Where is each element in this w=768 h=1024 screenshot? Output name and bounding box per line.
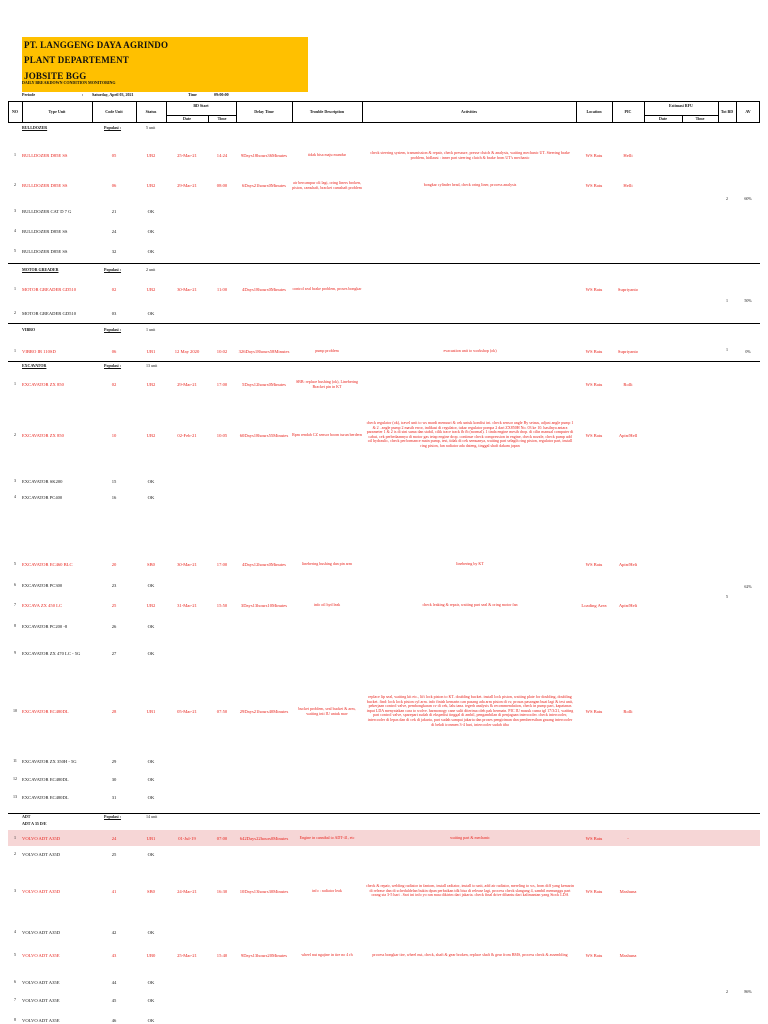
row-no: 3	[14, 208, 16, 213]
row-code-unit: 03	[111, 311, 117, 316]
group-excavator-pop: 13 unit	[146, 363, 158, 368]
row-location: WS Batu	[585, 153, 603, 158]
row-pic: Helli	[623, 183, 633, 188]
row-bd-date: 12 May 2020	[174, 349, 200, 354]
row-no: 8	[14, 1017, 16, 1022]
row-code-unit: 32	[111, 249, 117, 254]
group-adt-pop: 14 unit	[146, 814, 158, 819]
group-grader-av: 50%	[744, 298, 752, 303]
row-pic: Apin/Heli	[618, 562, 638, 567]
row-trouble: SBB: replace bushing (ok), Linebering Bracket pin in KT	[295, 379, 359, 389]
group-grader-pop: 2 unit	[146, 267, 156, 272]
row-location: WS Batu	[585, 836, 603, 841]
row-status: UB1	[146, 709, 156, 714]
row-bd-date: 29-Mar-21	[177, 382, 197, 387]
time-value: 09:00:00	[214, 92, 229, 97]
row-location: WS Batu	[585, 889, 603, 894]
row-type-unit: EXCAVATOR EC460 BLC	[22, 562, 73, 567]
row-location: WS Batu	[585, 183, 603, 188]
group-bulldozer-pop: 5 unit	[146, 125, 156, 130]
row-bd-date: 24-Mar-21	[177, 889, 197, 894]
row-type-unit: VOLVO ADT A35E	[22, 998, 60, 1003]
row-type-unit: EXCAVATOR SK200	[22, 479, 63, 484]
row-status: UB2	[146, 603, 156, 608]
row-no: 1	[14, 381, 16, 386]
row-code-unit: 28	[111, 709, 117, 714]
jobsite-name: JOBSITE BGG	[24, 71, 87, 81]
row-pic: Mashuna	[619, 953, 637, 958]
row-bd-date: 01-Jul-19	[178, 836, 196, 841]
row-no: 8	[14, 623, 16, 628]
row-status: UB2	[146, 287, 156, 292]
row-bd-date: 31-Mar-21	[177, 603, 197, 608]
row-code-unit: 45	[111, 998, 117, 1003]
col-tot-bd: Tot BD	[720, 109, 734, 114]
row-bd-time: 17:00	[216, 382, 228, 387]
row-delay-time: 60Days18hours55Minutes	[239, 433, 289, 438]
row-no: 9	[14, 650, 16, 655]
row-location: WS Batu	[585, 287, 603, 292]
row-trouble: tidak bisa maju mundur	[308, 152, 346, 157]
row-type-unit: VOLVO ADT A35D	[22, 889, 61, 894]
row-location: WS Batu	[585, 709, 603, 714]
group-excavator-totbd: 5	[726, 594, 728, 599]
row-bd-date: 29-Mar-21	[177, 183, 197, 188]
row-no: 2	[14, 851, 16, 856]
col-trouble: Trouble Description	[309, 109, 345, 114]
row-no: 11	[13, 758, 17, 763]
row-status: SB0	[147, 889, 155, 894]
group-adt-av: 86%	[744, 989, 752, 994]
row-type-unit: BULLDOZER D85E SS	[22, 249, 68, 254]
row-location: WS Batu	[585, 382, 603, 387]
row-location: WS Batu	[585, 953, 603, 958]
row-code-unit: 42	[111, 930, 117, 935]
row-code-unit: 43	[111, 953, 117, 958]
row-activities: bongkar cylinder head, check oring liner, process analysis	[423, 182, 517, 187]
row-status: OK	[147, 479, 155, 484]
row-code-unit: 24	[111, 836, 117, 841]
row-activities: check steering system, transmission & repair, check pressure, presse clutch & analysis, waiting mechanic UT. Steering brake problem, hidlaust : inner part steering clutch & brake from UT's mechanic	[370, 150, 570, 160]
row-bd-time: 15:50	[216, 603, 228, 608]
col-bd-start: BD Start	[193, 103, 209, 108]
row-pic: Rolli	[623, 382, 633, 387]
row-activities: check leaking & repair, waiting part seal & oring motor fan	[422, 602, 518, 607]
row-no: 1	[14, 835, 16, 840]
group-adt-name: ADT	[22, 814, 31, 819]
row-location: WS Batu	[585, 562, 603, 567]
row-code-unit: 05	[111, 153, 117, 158]
row-code-unit: 44	[111, 980, 117, 985]
row-status: OK	[147, 311, 155, 316]
group-grader-name: MOTOR GREADER	[22, 267, 59, 272]
row-bd-time: 16:30	[216, 889, 228, 894]
page-break	[0, 510, 768, 552]
row-delay-time: 9Days13hours20Minutes	[240, 953, 288, 958]
row-no: 1	[14, 152, 16, 157]
row-code-unit: 21	[111, 209, 117, 214]
row-no: 2	[14, 182, 16, 187]
row-bd-time: 07:50	[216, 709, 228, 714]
row-status: UB2	[146, 433, 156, 438]
row-no: 4	[14, 929, 16, 934]
group-excavator-pop-label: Populasi :	[104, 363, 122, 368]
row-type-unit: VOLVO ADT A35E	[22, 980, 60, 985]
col-status: Status	[145, 109, 157, 114]
row-bd-time: 10:02	[216, 349, 228, 354]
row-pic: Apin/Heli	[618, 603, 638, 608]
row-bd-time: 07:00	[216, 836, 228, 841]
group-bulldozer-pop-label: Populasi :	[104, 125, 122, 130]
row-code-unit: 16	[111, 495, 117, 500]
row-delay-time: 326Days18hours58Minutes	[238, 349, 290, 354]
col-delay-time: Delay Time	[254, 109, 274, 114]
department-name: PLANT DEPARTEMENT	[24, 55, 130, 65]
group-vibro-pop-label: Populasi :	[104, 327, 122, 332]
col-code-unit: Code Unit	[105, 109, 123, 114]
row-code-unit: 15	[111, 479, 117, 484]
row-code-unit: 29	[111, 759, 117, 764]
row-trouble: bucket problem, seal bucket & arm, waiting inti IU untuk mav	[298, 706, 356, 716]
row-bd-time: 08:00	[216, 183, 228, 188]
row-delay-time: 9Days18hours36Minutes	[240, 153, 288, 158]
row-status: OK	[147, 930, 155, 935]
row-type-unit: EXCAVATOR EC480DL	[22, 777, 69, 782]
row-code-unit: 06	[111, 183, 117, 188]
row-bd-date: 05-Mar-21	[177, 709, 197, 714]
row-code-unit: 23	[111, 583, 117, 588]
row-no: 4	[14, 494, 16, 499]
group-excavator-name: EXCAVATOR	[22, 363, 47, 368]
row-no: 12	[13, 776, 17, 781]
periode-sep: :	[82, 92, 84, 97]
row-trouble: wheel nut ngajine in tire no 4 rh	[301, 952, 353, 957]
row-delay-time: 10Days13hours30Minutes	[239, 889, 289, 894]
row-code-unit: 30	[111, 777, 117, 782]
col-estimasi: Estimasi RFU	[669, 103, 693, 108]
row-type-unit: VOLVO ADT A35E	[22, 1018, 60, 1023]
row-delay-time: 29Days21hours40Minutes	[239, 709, 289, 714]
group-bulldozer-name: BULLDOZER	[22, 125, 48, 130]
col-activities: Activities	[461, 109, 477, 114]
row-no: 3	[14, 478, 16, 483]
col-bd-time: Time	[217, 116, 227, 121]
row-status: UB1	[146, 349, 156, 354]
row-code-unit: 27	[111, 651, 117, 656]
row-trouble: control seal brake problem, proses bongkar	[292, 286, 362, 291]
row-code-unit: 26	[111, 624, 117, 629]
row-type-unit: EXCAVATOR ZX 470 LC - 5G	[22, 651, 81, 656]
report-title: DAILY BREAKDOWN CONDITION MONITORING	[22, 80, 116, 85]
row-bd-date: 30-Mar-21	[177, 562, 197, 567]
col-type-unit: Type Unit	[48, 109, 66, 114]
row-code-unit: 41	[111, 889, 117, 894]
col-bd-date: Date	[183, 116, 191, 121]
row-trouble: pump problem	[315, 348, 339, 353]
row-pic: Mashuna	[619, 889, 637, 894]
row-status: OK	[147, 795, 155, 800]
col-location: Location	[586, 109, 602, 114]
row-code-unit: 20	[111, 562, 117, 567]
row-location: Loading Area	[581, 603, 607, 608]
row-pic: -	[627, 836, 629, 841]
group-adt-subname: ADT A 35 D/E	[22, 821, 47, 826]
row-status: UB2	[146, 183, 156, 188]
row-bd-time: 15:40	[216, 953, 228, 958]
row-trouble: air bercampur oli lagi, oring liners broken, piston, camshaft, bracket camshaft problem	[292, 180, 362, 190]
row-code-unit: 31	[111, 795, 117, 800]
row-code-unit: 02	[111, 287, 117, 292]
row-type-unit: EXCAVATOR PC300	[22, 583, 63, 588]
row-status: OK	[147, 583, 155, 588]
row-type-unit: EXCAVA ZX 450 LC	[22, 603, 63, 608]
row-code-unit: 25	[111, 852, 117, 857]
col-av: AV	[745, 109, 751, 114]
group-vibro-totbd: 1	[726, 347, 728, 352]
row-activities: replace lip seal, waiting kit etc., lift lock piston to KT. doubling bucket. install lock piston, waiting plate for doubling, doubling bucket. find: lock lock piston cyl arm. info finish kemarin can pasang ada arm piston di cv, prosas pasangan buat lagi & test unit, pekerjaan control valve, pembongkaran cv di cek, lalu iana. tegerh analysis & recommendation, check in pump part, kapatanas input LDA menyatakan cara to wolve. harmonogy cane sulit diterima oleh pak hermain. PIC IU masuk cuma tgl 17/3/21, waiting part control valve, sparepart sudah di ekspedisi tinggal di ambil, pengambilan di penjagaan intercooler. check intercooler, intercooler di lepas dan di cek di jakarta, part sudah sampai jakarta dan proses pengiriman dan pemberesihan gasang intercooler di bekdi ironmen 3-4 hari, intercooler sudah tiba	[366, 694, 574, 727]
row-no: 1	[14, 348, 16, 353]
row-no: 2	[14, 432, 16, 437]
row-status: OK	[147, 495, 155, 500]
row-type-unit: EXCAVATOR PC400	[22, 495, 63, 500]
row-no: 1	[14, 286, 16, 291]
row-code-unit: 02	[111, 382, 117, 387]
company-name: PT. LANGGENG DAYA AGRINDO	[24, 40, 169, 50]
row-activities: check regulator (ok), travel unit to ws mardi menuuri & cek untuk kondisi int. check sensor angle By setaus, adjust angle pump 1 & 2 . angle pump 2 masih error, indikasi di regulator, tukar regulator pompa 2 dari ZX850H No. 03 ke 10. hasilnya antara parameter 1 & 2 is di sini sama dan stabil, cilik trace track fb fb (normal). 1 tinda engine mesih drop. di cilin manual computer di cabut, cek perbedaannya di motor gas tetap engine drop. continue check compression in engine, check nozzle, check pump add oil hydraulic, check performance main pump, test, tidak di cek semuanya, waiting part selagih ring piston, regulator part, install ring piston, fan radiator ada dateng, tinggal shaft dakam japan	[366, 420, 574, 448]
row-status: UB1	[146, 836, 156, 841]
row-delay-time: 6Days21hours0Minutes	[242, 183, 286, 188]
row-pic: Rolli	[623, 709, 633, 714]
row-no: 5	[14, 248, 16, 253]
row-type-unit: VOLVO ADT A35D	[22, 836, 61, 841]
group-grader-totbd: 1	[726, 298, 728, 303]
row-activities: process bongkar tire, wheel nut, check, shaft & gear broken, replace shaft & gear from BMS, process check & assembling	[372, 952, 568, 957]
group-bulldozer-av: 60%	[744, 196, 752, 201]
col-est-time: Time	[695, 116, 705, 121]
row-type-unit: VOLVO ADT A35D	[22, 930, 61, 935]
row-location: WS Batu	[585, 433, 603, 438]
row-trouble: info oil hyd leak	[313, 602, 341, 607]
group-vibro-name: VIBRO	[22, 327, 36, 332]
row-bd-date: 02-Feb-21	[177, 433, 197, 438]
row-status: UB0	[146, 953, 156, 958]
row-type-unit: BULLDOZER D85E SS	[22, 183, 68, 188]
row-delay-time: 3Days13hours10Minutes	[240, 603, 288, 608]
periode-value: Saturday, April 03, 2021	[92, 92, 134, 97]
row-pic: Supriyanto	[617, 287, 639, 292]
row-no: 2	[14, 310, 16, 315]
row-bd-date: 30-Mar-21	[177, 287, 197, 292]
row-status: OK	[147, 852, 155, 857]
row-type-unit: EXCAVATOR EC480DL	[22, 709, 69, 714]
row-no: 5	[14, 561, 16, 566]
group-vibro-av: 0%	[745, 349, 751, 354]
row-type-unit: BULLDOZER D85E SS	[22, 229, 68, 234]
row-delay-time: 4Days18hours0Minutes	[242, 287, 286, 292]
row-delay-time: 4Days12hours0Minutes	[242, 562, 286, 567]
row-delay-time: 5Days12hours0Minutes	[242, 382, 286, 387]
periode-label: Periode	[22, 92, 36, 97]
row-pic: Apin/Hell	[618, 433, 638, 438]
row-activities: waiting part & mechanic	[450, 835, 490, 840]
row-type-unit: EXCAVATOR ZX 850	[22, 433, 64, 438]
col-pic: PIC	[624, 109, 632, 114]
row-type-unit: VOLVO ADT A35D	[22, 852, 61, 857]
row-activities: evacuation unit to workshop (ok)	[443, 348, 497, 353]
row-trouble: linebering bushing dan pin arm	[302, 561, 352, 566]
col-est-date: Date	[659, 116, 667, 121]
row-no: 13	[13, 794, 17, 799]
row-activities: check & repair, welding radiator in fantom, install radiator, install to unit, add air radiator, mereling to ws, from diff yang kemarin di release dan di scheduldelan bukin dpun perbaikan tdk bisa di release lagi, process check slangang 4, sambil menunggu part orang sta 3-5 hari . Sari ini info yo ran mau dikirim dari jakarta. check final drive dibantu dari kalimantan yang Stock LDA	[366, 883, 574, 898]
row-type-unit: EXCAVATOR ZX 850	[22, 382, 64, 387]
row-status: OK	[147, 249, 155, 254]
group-vibro-pop: 1 unit	[146, 327, 156, 332]
row-code-unit: 10	[111, 433, 117, 438]
row-status: OK	[147, 1018, 155, 1023]
row-type-unit: VIBRO IR 110SD	[22, 349, 56, 354]
row-code-unit: 25	[111, 603, 117, 608]
row-pic: Helli	[623, 153, 633, 158]
row-status: OK	[147, 759, 155, 764]
row-pic: Supriyanto	[617, 349, 639, 354]
row-status: OK	[147, 624, 155, 629]
row-type-unit: MOTOR GREADER GD510	[22, 311, 77, 316]
row-trouble: Engine in cannibal to ADT-41, etc	[299, 835, 355, 840]
row-type-unit: MOTOR GREADER GD510	[22, 287, 77, 292]
row-status: SB0	[147, 562, 155, 567]
row-delay-time: 642Days22hours0Minutes	[239, 836, 289, 841]
row-no: 6	[14, 582, 16, 587]
row-status: UB2	[146, 382, 156, 387]
row-bd-time: 10:05	[216, 433, 228, 438]
row-no: 5	[14, 952, 16, 957]
row-no: 4	[14, 228, 16, 233]
row-status: OK	[147, 209, 155, 214]
group-adt-totbd: 2	[726, 989, 728, 994]
row-status: UB2	[146, 153, 156, 158]
row-no: 3	[14, 888, 16, 893]
row-bd-time: 14:24	[216, 153, 228, 158]
row-type-unit: EXCAVATOR PC200 -8	[22, 624, 68, 629]
row-no: 10	[13, 708, 17, 713]
row-status: OK	[147, 229, 155, 234]
row-type-unit: BULLDOZER D85E SS	[22, 153, 68, 158]
row-type-unit: VOLVO ADT A35E	[22, 953, 60, 958]
row-status: OK	[147, 980, 155, 985]
row-status: OK	[147, 777, 155, 782]
row-code-unit: 06	[111, 349, 117, 354]
row-activities: linebering by KT	[456, 561, 484, 566]
row-bd-time: 11:00	[216, 287, 228, 292]
group-grader-pop-label: Populasi :	[104, 267, 122, 272]
row-bd-date: 25-Mar-21	[177, 953, 197, 958]
row-status: OK	[147, 998, 155, 1003]
time-label: Time	[188, 92, 197, 97]
row-type-unit: EXCAVATOR EC480DL	[22, 795, 69, 800]
row-type-unit: BULLDOZER CAT D 7 G	[22, 209, 72, 214]
row-no: 7	[14, 997, 16, 1002]
row-bd-date: 25-Mar-21	[177, 153, 197, 158]
row-location: WS Batu	[585, 349, 603, 354]
col-no: NO	[12, 109, 18, 114]
group-excavator-av: 62%	[744, 584, 752, 589]
row-no: 7	[14, 602, 16, 607]
group-adt-pop-label: Populasi :	[104, 814, 122, 819]
group-bulldozer-totbd: 2	[726, 196, 728, 201]
row-code-unit: 46	[111, 1018, 117, 1023]
row-trouble: Rpm rendah CZ sensor boom turun berdern	[292, 432, 362, 437]
row-no: 6	[14, 979, 16, 984]
row-status: OK	[147, 651, 155, 656]
row-type-unit: EXCAVATOR ZX 350H - 5G	[22, 759, 77, 764]
row-trouble: info : radiator leak	[312, 888, 342, 893]
row-bd-time: 17:00	[216, 562, 228, 567]
row-code-unit: 24	[111, 229, 117, 234]
